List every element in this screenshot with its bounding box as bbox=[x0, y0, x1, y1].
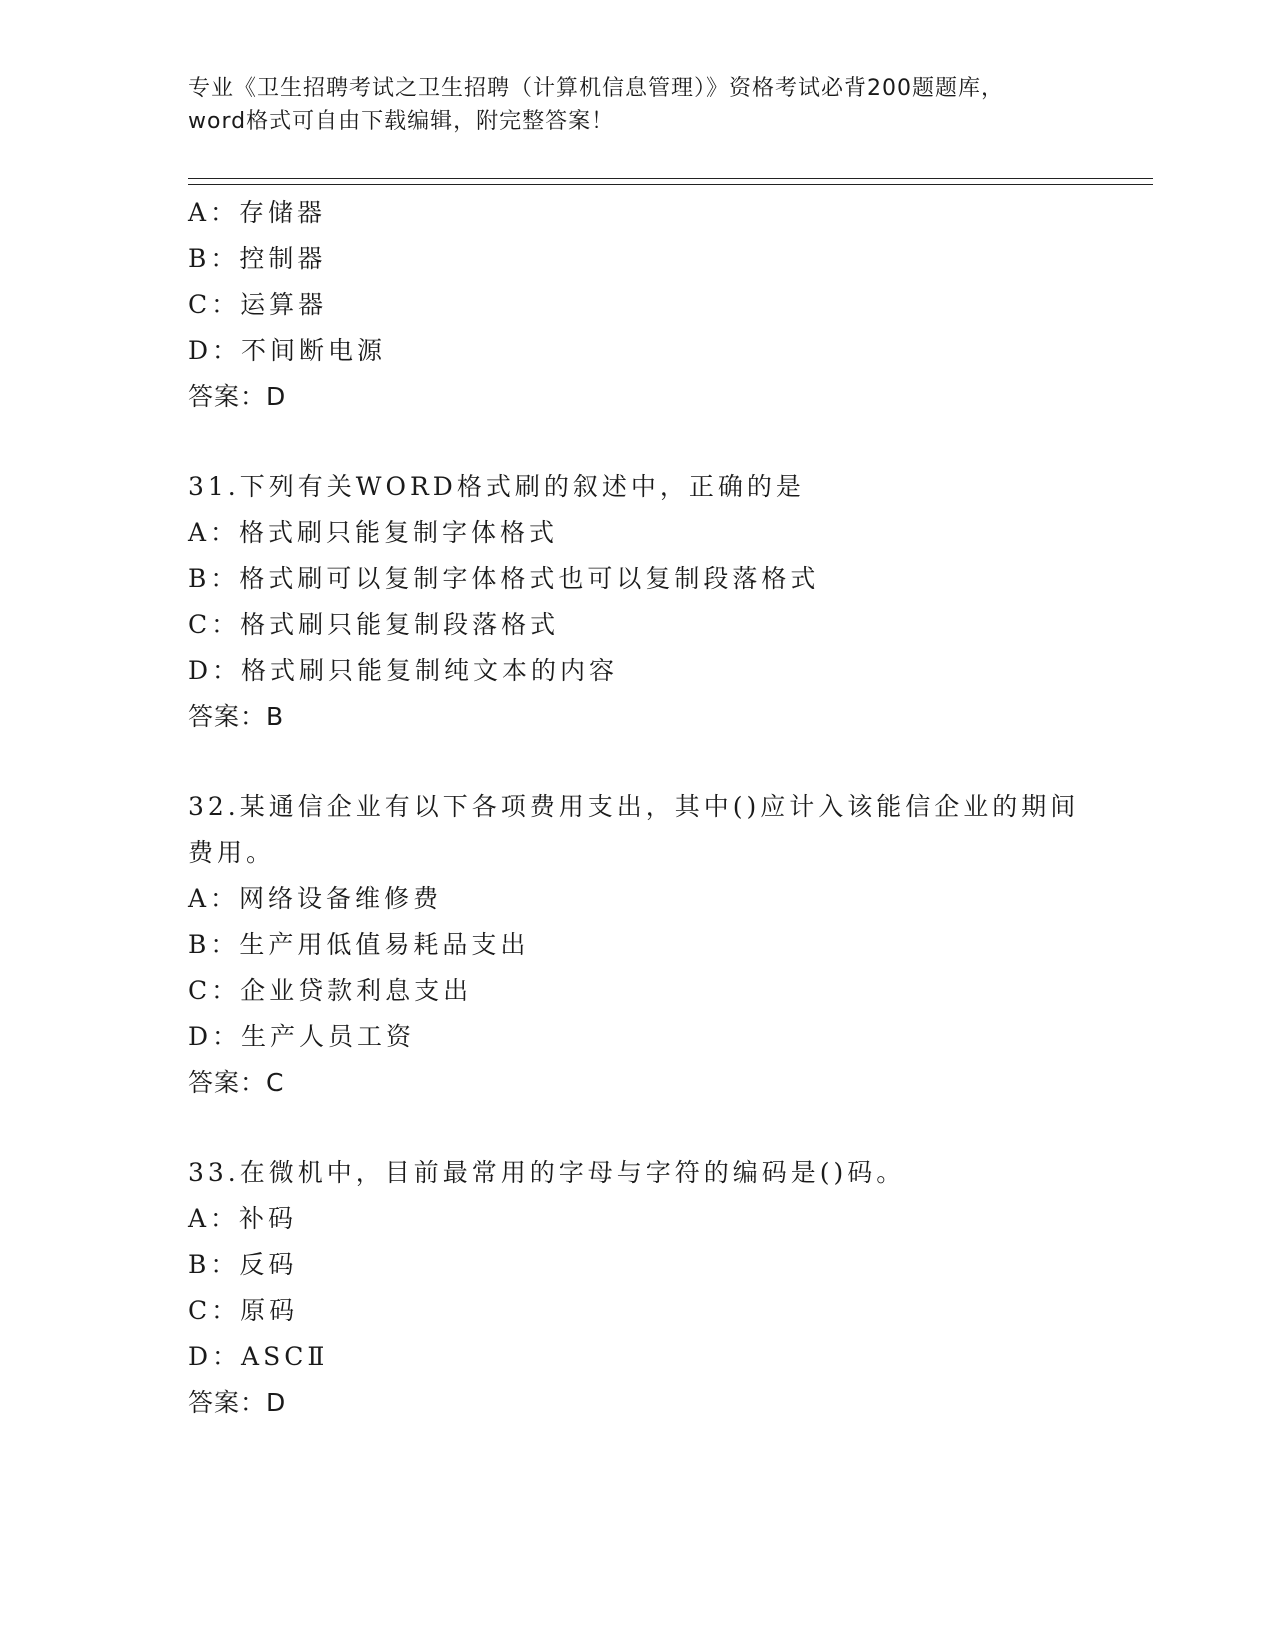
header-divider-bottom bbox=[188, 184, 1153, 185]
question-30 bbox=[188, 190, 1088, 420]
header-line-2: word格式可自由下载编辑，附完整答案！ bbox=[188, 109, 615, 134]
option-c: C：格式刷只能复制段落格式 bbox=[188, 610, 560, 639]
question-text: 33.在微机中，目前最常用的字母与字符的编码是()码。 bbox=[188, 1158, 906, 1187]
document-header bbox=[188, 72, 1088, 138]
option-a: A：网络设备维修费 bbox=[188, 884, 443, 913]
answer: 答案：D bbox=[188, 1388, 287, 1417]
option-b: B：格式刷可以复制字体格式也可以复制段落格式 bbox=[188, 564, 820, 593]
option-d: D：不间断电源 bbox=[188, 336, 387, 365]
option-d: D：ASCⅡ bbox=[188, 1342, 329, 1371]
answer: 答案：C bbox=[188, 1068, 285, 1097]
option-a: A：存储器 bbox=[188, 198, 327, 227]
answer: 答案：B bbox=[188, 702, 285, 731]
option-c: C：原码 bbox=[188, 1296, 299, 1325]
option-a: A：格式刷只能复制字体格式 bbox=[188, 518, 559, 547]
option-b: B：反码 bbox=[188, 1250, 298, 1279]
question-31 bbox=[188, 464, 1088, 740]
option-b: B：生产用低值易耗品支出 bbox=[188, 930, 530, 959]
option-c: C：企业贷款利息支出 bbox=[188, 976, 473, 1005]
option-d: D：生产人员工资 bbox=[188, 1022, 416, 1051]
question-text-line-2: 费用。 bbox=[188, 838, 276, 867]
question-33 bbox=[188, 1150, 1088, 1426]
answer: 答案：D bbox=[188, 382, 287, 411]
document-body bbox=[188, 190, 1088, 1426]
header-divider-top bbox=[188, 178, 1153, 179]
spacer bbox=[188, 740, 1088, 784]
option-c: C：运算器 bbox=[188, 290, 328, 319]
question-text: 31.下列有关WORD格式刷的叙述中，正确的是 bbox=[188, 472, 805, 501]
option-d: D：格式刷只能复制纯文本的内容 bbox=[188, 656, 619, 685]
option-b: B：控制器 bbox=[188, 244, 327, 273]
spacer bbox=[188, 1106, 1088, 1150]
header-line-1: 专业《卫生招聘考试之卫生招聘（计算机信息管理）》资格考试必背200题题库， bbox=[188, 76, 1004, 101]
option-a: A：补码 bbox=[188, 1204, 298, 1233]
question-text-line-1: 32.某通信企业有以下各项费用支出，其中()应计入该能信企业的期间 bbox=[188, 792, 1080, 821]
spacer bbox=[188, 420, 1088, 464]
question-32 bbox=[188, 784, 1088, 1106]
